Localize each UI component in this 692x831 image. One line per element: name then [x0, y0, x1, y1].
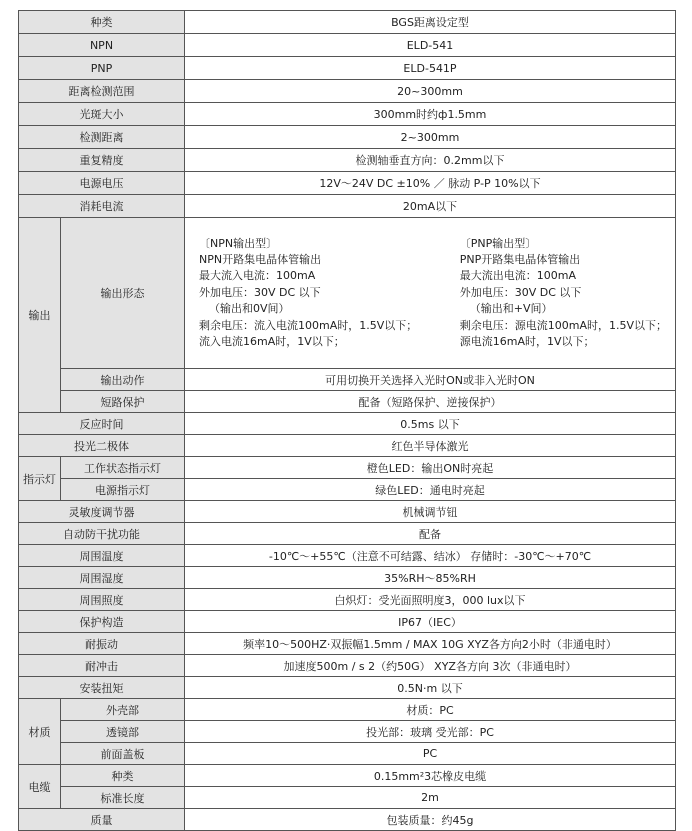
row-shock — [19, 655, 676, 677]
row-humidity — [19, 567, 676, 589]
label-humidity: 周围湿度 — [19, 567, 185, 589]
value-npn: ELD-541 — [185, 34, 676, 57]
label-weight: 质量 — [19, 809, 185, 831]
label-sensitivity: 灵敏度调节器 — [19, 501, 185, 523]
value-temp: -10℃～+55℃（注意不可结露、结冰） 存储时：-30℃～+70℃ — [185, 545, 676, 567]
group-cable: 电缆 — [19, 765, 61, 809]
label-output-action: 输出动作 — [61, 369, 185, 391]
value-detect-distance: 2~300mm — [185, 126, 676, 149]
npn-line: 外加电压：30V DC 以下 — [199, 285, 321, 299]
label-protect: 保护构造 — [19, 611, 185, 633]
row-torque — [19, 677, 676, 699]
row-range — [19, 80, 676, 103]
label-shock: 耐冲击 — [19, 655, 185, 677]
group-material: 材质 — [19, 699, 61, 765]
row-indicator-power — [19, 479, 676, 501]
row-detect-distance — [19, 126, 676, 149]
label-vibration: 耐振动 — [19, 633, 185, 655]
group-output: 输出 — [19, 218, 61, 413]
row-spot — [19, 103, 676, 126]
row-current — [19, 195, 676, 218]
value-shock: 加速度500m / s 2（约50G） XYZ各方向 3次（非通电时） — [185, 655, 676, 677]
label-material-cover: 前面盖板 — [61, 743, 185, 765]
label-output-short: 短路保护 — [61, 391, 185, 413]
row-type — [19, 11, 676, 34]
row-material-case — [19, 699, 676, 721]
label-spot: 光斑大小 — [19, 103, 185, 126]
row-output-form — [19, 218, 676, 369]
value-emitter: 红色半导体激光 — [185, 435, 676, 457]
label-type: 种类 — [19, 11, 185, 34]
row-vibration — [19, 633, 676, 655]
label-cable-length: 标准长度 — [61, 787, 185, 809]
npn-line: 流入电流16mA时，1V以下； — [199, 335, 345, 349]
npn-line: 最大流入电流：100mA — [199, 269, 316, 283]
row-material-cover — [19, 743, 676, 765]
row-emitter — [19, 435, 676, 457]
row-repeat — [19, 149, 676, 172]
label-indicator-power: 电源指示灯 — [61, 479, 185, 501]
npn-output-spec — [199, 236, 417, 351]
row-output-action — [19, 369, 676, 391]
label-current: 消耗电流 — [19, 195, 185, 218]
pnp-line: 源电流16mA时，1V以下； — [459, 335, 595, 349]
row-npn — [19, 34, 676, 57]
value-weight: 包装质量：约45g — [185, 809, 676, 831]
npn-line: （输出和0V间） — [209, 302, 290, 316]
value-type: BGS距离设定型 — [185, 11, 676, 34]
spec-table — [18, 10, 676, 831]
value-response: 0.5ms 以下 — [185, 413, 676, 435]
value-material-lens: 投光部：玻璃 受光部：PC — [185, 721, 676, 743]
label-anti: 自动防干扰功能 — [19, 523, 185, 545]
value-protect: IP67（IEC） — [185, 611, 676, 633]
pnp-line: 最大流出电流：100mA — [459, 269, 576, 283]
value-humidity: 35%RH～85%RH — [185, 567, 676, 589]
pnp-line: 〔PNP输出型〕 — [459, 236, 537, 250]
pnp-line: 剩余电压：源电流100mA时，1.5V以下； — [459, 318, 667, 332]
label-emitter: 投光二极体 — [19, 435, 185, 457]
row-output-short — [19, 391, 676, 413]
value-spot: 300mm时约ф1.5mm — [185, 103, 676, 126]
label-illum: 周围照度 — [19, 589, 185, 611]
label-response: 反应时间 — [19, 413, 185, 435]
row-cable-length — [19, 787, 676, 809]
pnp-line: PNP开路集电晶体管输出 — [459, 252, 581, 266]
row-protect — [19, 611, 676, 633]
label-repeat: 重复精度 — [19, 149, 185, 172]
row-response — [19, 413, 676, 435]
row-indicator-work — [19, 457, 676, 479]
label-detect-distance: 检测距离 — [19, 126, 185, 149]
value-illum: 白炽灯：受光面照明度3，000 lux以下 — [185, 589, 676, 611]
label-output-form: 输出形态 — [61, 218, 185, 369]
value-cable-kind: 0.15mm²3芯橡皮电缆 — [185, 765, 676, 787]
row-temp — [19, 545, 676, 567]
label-pnp: PNP — [19, 57, 185, 80]
row-weight — [19, 809, 676, 831]
npn-line: 〔NPN输出型〕 — [199, 236, 278, 250]
label-material-case: 外壳部 — [61, 699, 185, 721]
pnp-line: （输出和+V间） — [469, 302, 553, 316]
value-pnp: ELD-541P — [185, 57, 676, 80]
row-illum — [19, 589, 676, 611]
label-range: 距离检测范围 — [19, 80, 185, 103]
row-cable-kind — [19, 765, 676, 787]
label-material-lens: 透镜部 — [61, 721, 185, 743]
npn-line: NPN开路集电晶体管输出 — [199, 252, 322, 266]
label-indicator-work: 工作状态指示灯 — [61, 457, 185, 479]
row-sensitivity — [19, 501, 676, 523]
value-vibration: 频率10～500HZ·双振幅1.5mm / MAX 10G XYZ各方向2小时（非通电时） — [185, 633, 676, 655]
value-current: 20mA以下 — [185, 195, 676, 218]
value-material-cover: PC — [185, 743, 676, 765]
row-material-lens — [19, 721, 676, 743]
value-output-short: 配备（短路保护、逆接保护） — [185, 391, 676, 413]
value-indicator-power: 绿色LED：通电时亮起 — [185, 479, 676, 501]
value-output-action: 可用切换开关选择入光时ON或非入光时ON — [185, 369, 676, 391]
pnp-output-spec — [460, 236, 667, 351]
pnp-line: 外加电压：30V DC 以下 — [459, 285, 582, 299]
row-pnp — [19, 57, 676, 80]
value-repeat: 检测轴垂直方向：0.2mm以下 — [185, 149, 676, 172]
label-voltage: 电源电压 — [19, 172, 185, 195]
row-voltage — [19, 172, 676, 195]
value-torque: 0.5N·m 以下 — [185, 677, 676, 699]
value-range: 20~300mm — [185, 80, 676, 103]
value-cable-length: 2m — [185, 787, 676, 809]
group-indicator: 指示灯 — [19, 457, 61, 501]
value-indicator-work: 橙色LED：输出ON时亮起 — [185, 457, 676, 479]
value-material-case: 材质：PC — [185, 699, 676, 721]
label-torque: 安装扭矩 — [19, 677, 185, 699]
value-sensitivity: 机械调节钮 — [185, 501, 676, 523]
label-temp: 周围温度 — [19, 545, 185, 567]
row-anti — [19, 523, 676, 545]
value-anti: 配备 — [185, 523, 676, 545]
label-npn: NPN — [19, 34, 185, 57]
npn-line: 剩余电压：流入电流100mA时，1.5V以下； — [199, 318, 418, 332]
label-cable-kind: 种类 — [61, 765, 185, 787]
value-voltage: 12V～24V DC ±10% ／ 脉动 P-P 10%以下 — [185, 172, 676, 195]
value-output-form — [185, 218, 676, 369]
